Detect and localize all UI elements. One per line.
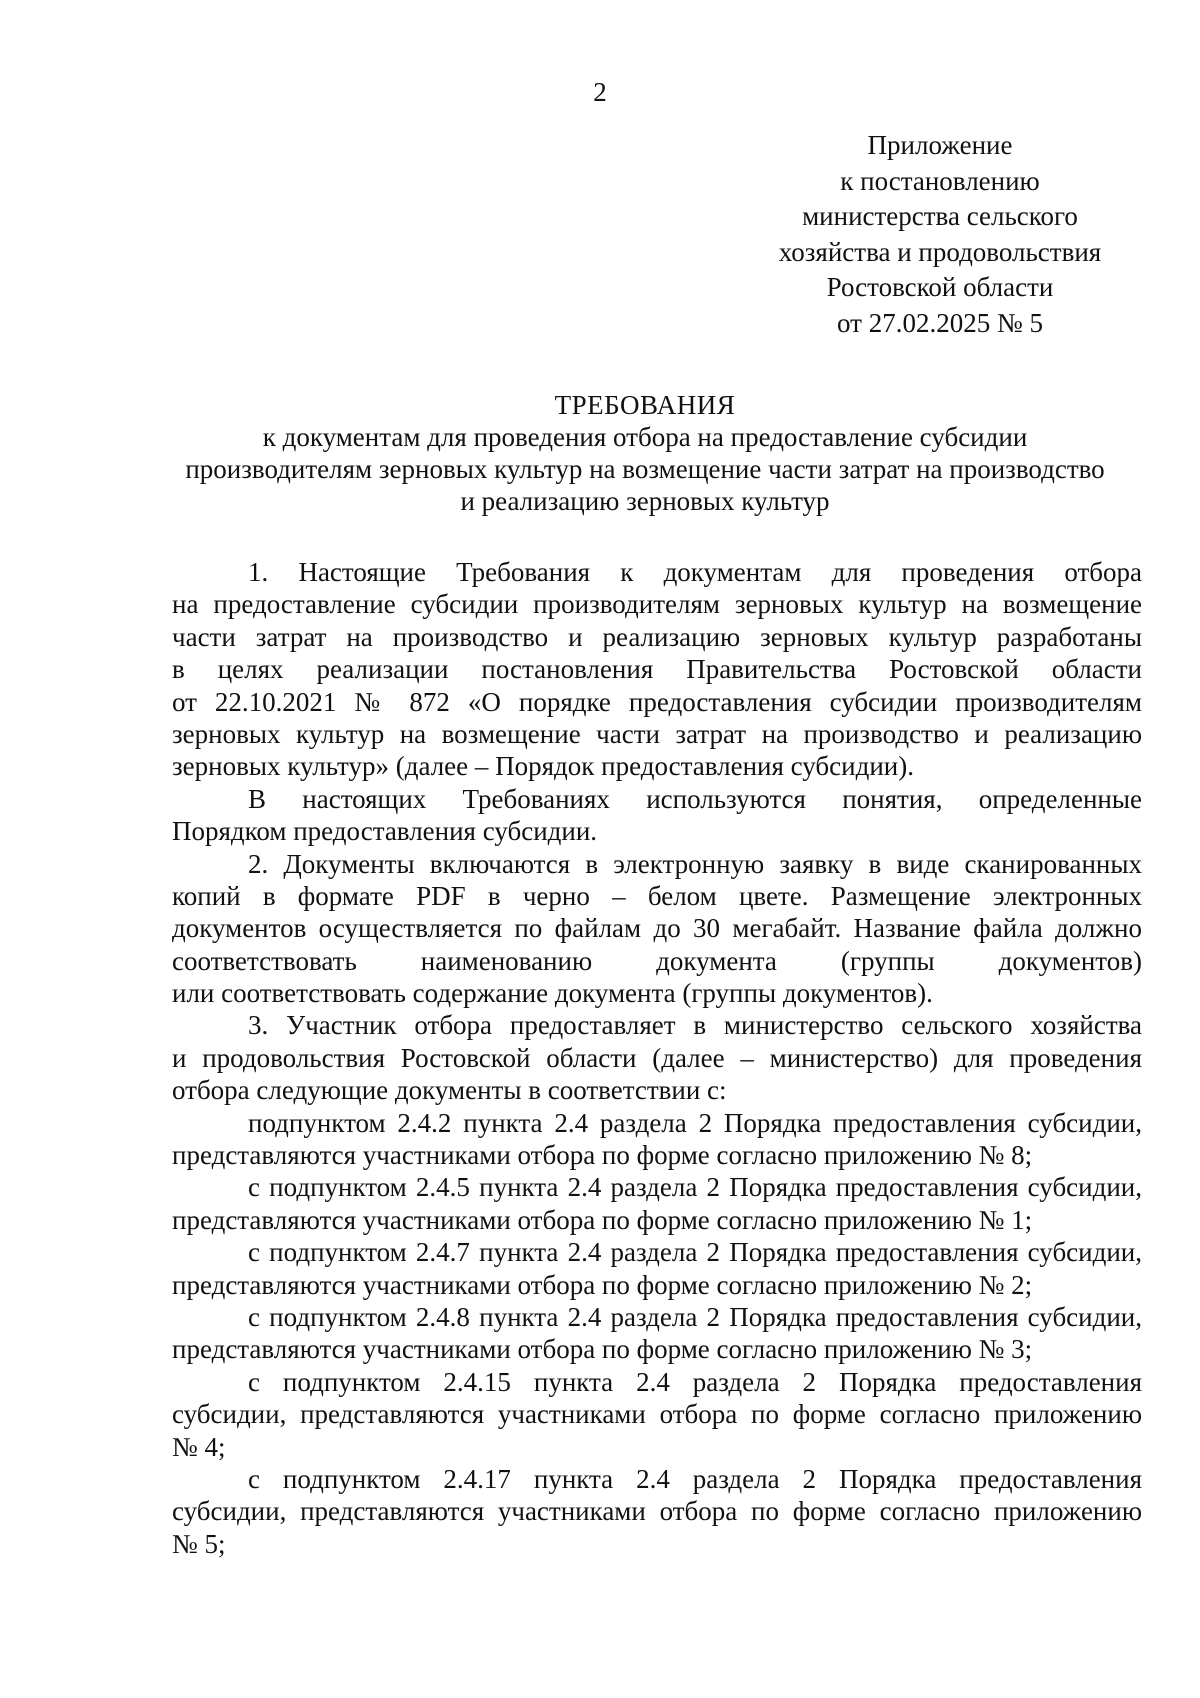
body-line: на предоставление субсидии производителям зерновых культур на возмещение (172, 589, 1142, 620)
body-line: документов осуществляется по файлам до 30 мегабайт. Название файла должно (172, 913, 1142, 944)
body-line: от 22.10.2021 № 872 «О порядке предоставления субсидии производителям (172, 686, 1142, 717)
body-line: представляются участниками отбора по форме согласно приложению № 8; (172, 1140, 1033, 1171)
body-line: с подпунктом 2.4.7 пункта 2.4 раздела 2 Порядка предоставления субсидии, (248, 1237, 1142, 1268)
body-line: или соответствовать содержание документа (группы документов). (172, 978, 933, 1009)
body-line: копий в формате PDF в черно – белом цвете. Размещение электронных (172, 880, 1142, 911)
appendix-line: хозяйства и продовольствия (778, 236, 1102, 267)
body-line: № 4; (172, 1431, 226, 1462)
body-line: соответствовать наименованию документа (группы документов) (172, 945, 1142, 976)
subtitle-line: производителям зерновых культур на возмещение части затрат на производство (185, 454, 1105, 484)
body-line: 1. Настоящие Требования к документам для проведения отбора (248, 557, 1142, 587)
body-line: представляются участниками отбора по форме согласно приложению № 2; (172, 1269, 1033, 1300)
appendix-line: Приложение (867, 130, 1013, 160)
body-line: с подпунктом 2.4.5 пункта 2.4 раздела 2 Порядка предоставления субсидии, (248, 1172, 1142, 1203)
body-line: зерновых культур» (далее – Порядок предоставления субсидии). (172, 751, 914, 782)
body-line: 3. Участник отбора предоставляет в министерство сельского хозяйства (248, 1010, 1142, 1041)
body-line: субсидии, представляются участниками отбора по форме согласно приложению (172, 1399, 1142, 1430)
appendix-line: к постановлению (840, 165, 1040, 196)
body-line: части затрат на производство и реализацию зерновых культур разработаны (172, 621, 1142, 652)
document-heading (150, 389, 1140, 517)
subtitle-line: и реализацию зерновых культур (460, 486, 830, 516)
body-line: отбора следующие документы в соответствии с: (172, 1075, 727, 1106)
body-line: представляются участниками отбора по форме согласно приложению № 1; (172, 1204, 1033, 1235)
body-line: с подпунктом 2.4.15 пункта 2.4 раздела 2 Порядка предоставления (248, 1366, 1142, 1397)
body-line: с подпунктом 2.4.17 пункта 2.4 раздела 2 Порядка предоставления (248, 1463, 1142, 1494)
body-line: в целях реализации постановления Правительства Ростовской области (172, 654, 1142, 685)
subtitle-line: к документам для проведения отбора на предоставление субсидии (262, 422, 1028, 452)
body-line: 2. Документы включаются в электронную заявку в виде сканированных (248, 848, 1142, 879)
body-line: Порядком предоставления субсидии. (172, 816, 598, 847)
appendix-line: Ростовской области (826, 272, 1054, 302)
body-line: № 5; (172, 1528, 226, 1559)
document-title: ТРЕБОВАНИЯ (554, 390, 736, 420)
page-number: 2 (593, 77, 607, 107)
body-line: В настоящих Требованиях используются понятия, определенные (248, 783, 1142, 814)
body-line: и продовольствия Ростовской области (далее – министерство) для проведения (172, 1042, 1142, 1073)
body-line: представляются участниками отбора по форме согласно приложению № 3; (172, 1334, 1033, 1365)
document-subtitle (150, 421, 1140, 517)
body-line: подпунктом 2.4.2 пункта 2.4 раздела 2 Порядка предоставления субсидии, (248, 1107, 1142, 1138)
body-line: зерновых культур на возмещение части затрат на производство и реализацию (172, 718, 1142, 749)
appendix-line: от 27.02.2025 № 5 (837, 307, 1043, 338)
body-line: субсидии, представляются участниками отбора по форме согласно приложению (172, 1496, 1142, 1527)
document-body (172, 556, 1142, 1560)
appendix-line: министерства сельского (802, 201, 1078, 231)
body-line: с подпунктом 2.4.8 пункта 2.4 раздела 2 Порядка предоставления субсидии, (248, 1301, 1142, 1332)
appendix-reference (750, 128, 1130, 341)
